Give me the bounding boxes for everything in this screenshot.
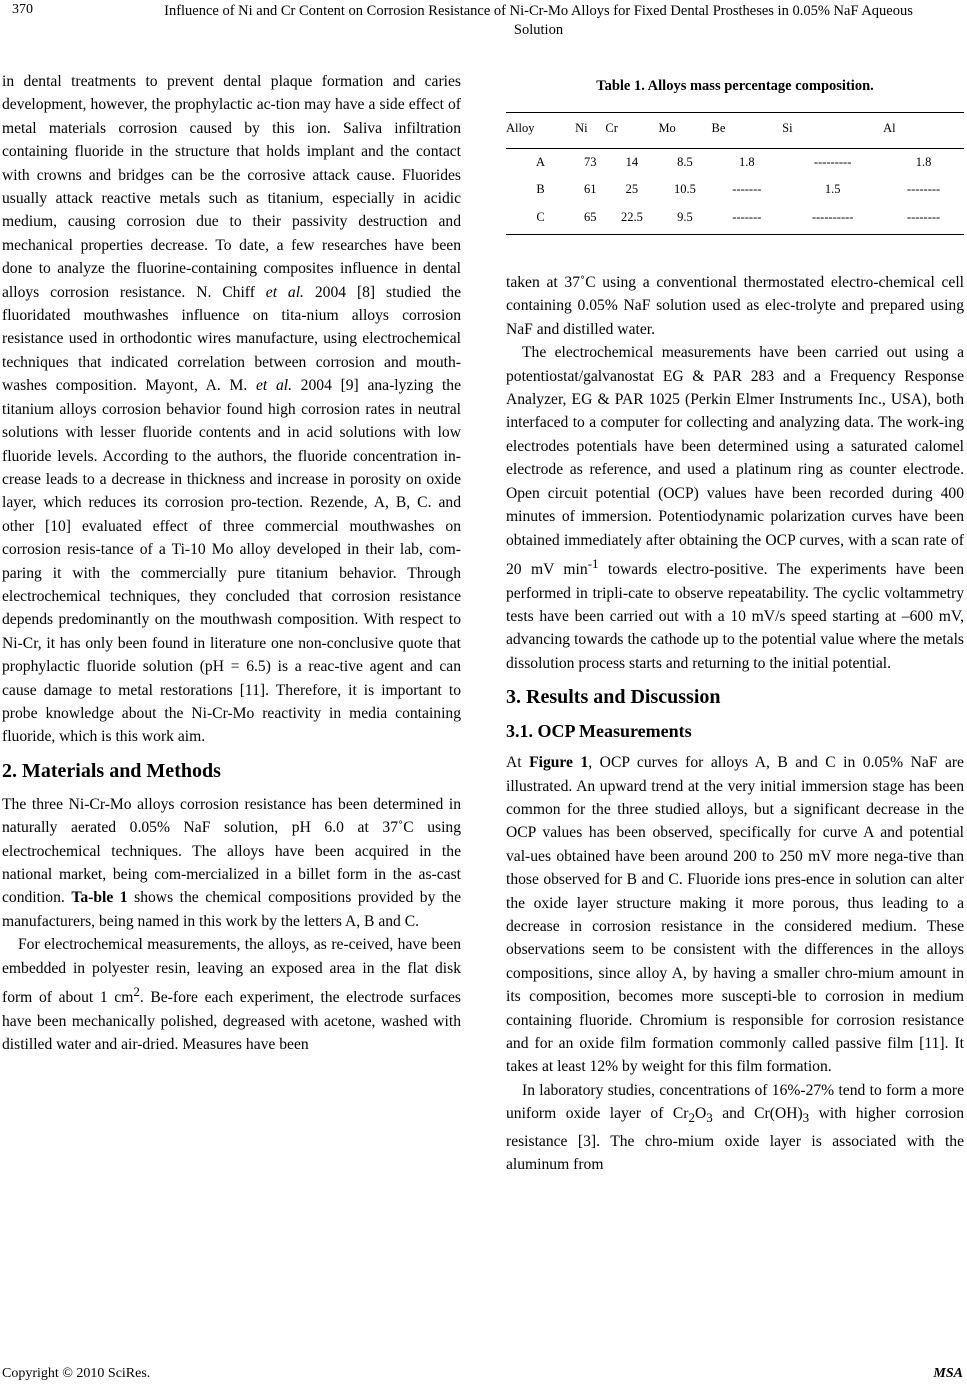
- intro-paragraph: in dental treatments to prevent dental plaque formation and caries development, however, the prophylactic ac-tion may have a side effect of metal materials corrosion caused by this ion. Saliva infiltration containing fluoride in the structure that holds implant and the contact with crowns and bridges can be the corrosive attack cause. Fluorides usually attack reactive metals such as titanium, especially in acidic medium, causing corrosion due to their passivity destruction and mechanical properties decrease. To date, a few researches have been done to analyze the fluorine-containing composites influence in dental alloys corrosion resistance. N. Chiff et al. 2004 [8] studied the fluoridated mouthwashes influence on tita-nium alloys corrosion resistance used in orthodontic wires manufacture, using electrochemical techniques that indicated correlation between corrosion and mouth-washes composition. Mayont, A. M. et al. 2004 [9] ana-lyzing the titanium alloys corrosion behavior found high corrosion rates in neutral solutions with lesser fluoride contents and in acid solutions with low fluoride levels. According to the authors, the fluoride concentration in-crease leads to a decrease in thickness and increase in porosity on oxide layer, which reduces its corrosion pro-tection. Rezende, A, B, C. and other [10] evaluated effect of three commercial mouthwashes on corrosion resis-tance of a Ti-10 Mo alloy developed in their lab, com-paring it with the commercially pure titanium behavior. Through electrochemical techniques, they concluded that corrosion resistance depends predominantly on the mouthwash composition. With respect to Ni-Cr, it has only been found in literature one non-conclusive quote that prophylactic fluoride solution (pH = 6.5) is a reac-tive agent and can cause damage to metal restorations [11]. Therefore, it is important to probe knowledge about the Ni-Cr-Mo reactivity in media containing fluoride, which is this work aim.: [2, 73, 462, 746]
- subsection-heading-ocp: 3.1. OCP Measurements: [506, 721, 692, 742]
- methods-continued-paragraph: taken at 37˚C using a conventional thermostated electro-chemical cell containing 0.05% NaF solution used as elec-trolyte and prepared using NaF and distilled water.: [506, 274, 964, 338]
- oxide-paragraph: In laboratory studies, concentrations of 16%-27% tend to form a more uniform oxide layer of $Cr_2O_3$ and $Cr(OH)_3$ with higher corrosion resistance [3]. The chro-mium oxide layer is associated with the aluminum from: [506, 1081, 964, 1174]
- table-reference: Ta-ble 1: [71, 889, 128, 907]
- table-row: B 61 25 10.5 ------- 1.5 --------: [536, 182, 941, 197]
- table-header-cell: Be: [711, 113, 782, 148]
- table-row: A 73 14 8.5 1.8 --------- 1.8: [536, 154, 932, 169]
- section-heading-materials: 2. Materials and Methods: [2, 759, 221, 782]
- composition-table: [506, 112, 964, 235]
- figure-reference: Figure 1: [529, 754, 589, 772]
- journal-footer: MSA: [933, 1366, 963, 1381]
- table-caption: Table 1. Alloys mass percentage composition.: [596, 78, 874, 94]
- page-number: 370: [12, 2, 33, 17]
- table-header-cell: Alloy: [506, 113, 575, 148]
- table-header-cell: Al: [883, 113, 964, 148]
- table-header-cell: Mo: [658, 113, 711, 148]
- table-header-cell: Ni: [575, 113, 605, 148]
- ocp-paragraph: At Figure 1, OCP curves for alloys A, B and C in 0.05% NaF are illustrated. An upward trend at the very initial immersion stage has been common for the three studied alloys, but a significant decrease in the OCP values has been observed, specifically for curve A and potential val-ues obtained have been around 200 to 250 mV more nega-tive than those observed for B and C. Fluoride ions pres-ence in solution can alter the oxide layer structure making it more porous, thus leading to a decrease in corrosion resistance in the considered medium. These observations seem to be consistent with the differences in the alloys compositions, since alloy A, by having a smaller chro-mium amount in its composition, becomes more suscepti-ble to corrosion in medium containing fluoride. Chromium is responsible for corrosion resistance and for an oxide film formation commonly called passive film [11]. It takes at least 12% by weight for this film formation.: [506, 754, 964, 1076]
- table-header-cell: Si: [782, 113, 883, 148]
- methods-paragraph: For electrochemical measurements, the alloys, as re-ceived, have been embedded in polyester resin, leaving an exposed area in the flat disk form of about 1 $cm^2$. Be-fore each experiment, the electrode surfaces have been mechanically polished, degreased with acetone, washed with distilled water and air-dried. Measures have been: [2, 936, 462, 1054]
- left-column: [2, 70, 461, 1056]
- table-header-cell: Cr: [605, 113, 658, 148]
- section-heading-results: 3. Results and Discussion: [506, 686, 721, 709]
- running-header: Influence of Ni and Cr Content on Corrosion Resistance of Ni-Cr-Mo Alloys for Fixed Dental Prostheses in 0.05% NaF Aqueous Solution: [164, 3, 913, 38]
- table-header-row: [506, 113, 964, 148]
- copyright-footer: Copyright © 2010 SciRes.: [2, 1366, 151, 1381]
- electrochem-paragraph: The electrochemical measurements have been carried out using a potentiostat/galvanostat EG & PAR 283 and a Frequency Response Analyzer, EG & PAR 1025 (Perkin Elmer Instruments Inc., USA), both interfaced to a computer for collecting and analyzing data. The work-ing electrodes potentials have been determined using a saturated calomel electrode as reference, and used a platinum ring as counter electrode. Open circuit potential (OCP) values have been recorded during 400 minutes of immersion. Potentiodynamic polarization curves have been obtained immediately after obtaining the OCP curves, with a scan rate of 20 mV $\min^{-1}$ towards electro-positive. The experiments have been performed in tripli-cate to observe repeatability. The cyclic voltammetry tests have been carried out with a 10 mV/s speed starting at –600 mV, advancing towards the cathode up to the potential value where the metals dissolution process starts and returning to the initial potential.: [506, 344, 964, 672]
- right-column: [506, 70, 964, 1177]
- table-row: C 65 22.5 9.5 ------- ---------- --------: [506, 204, 964, 235]
- materials-paragraph: The three Ni-Cr-Mo alloys corrosion resistance has been determined in naturally aerated 0.05% NaF solution, pH 6.0 at 37˚C using electrochemical techniques. The alloys have been acquired in the national market, being com-mercialized in a billet form in the as-cast condition. Ta-ble 1 shows the chemical compositions provided by the manufacturers, being named in this work by the letters A, B and C.: [2, 795, 461, 930]
